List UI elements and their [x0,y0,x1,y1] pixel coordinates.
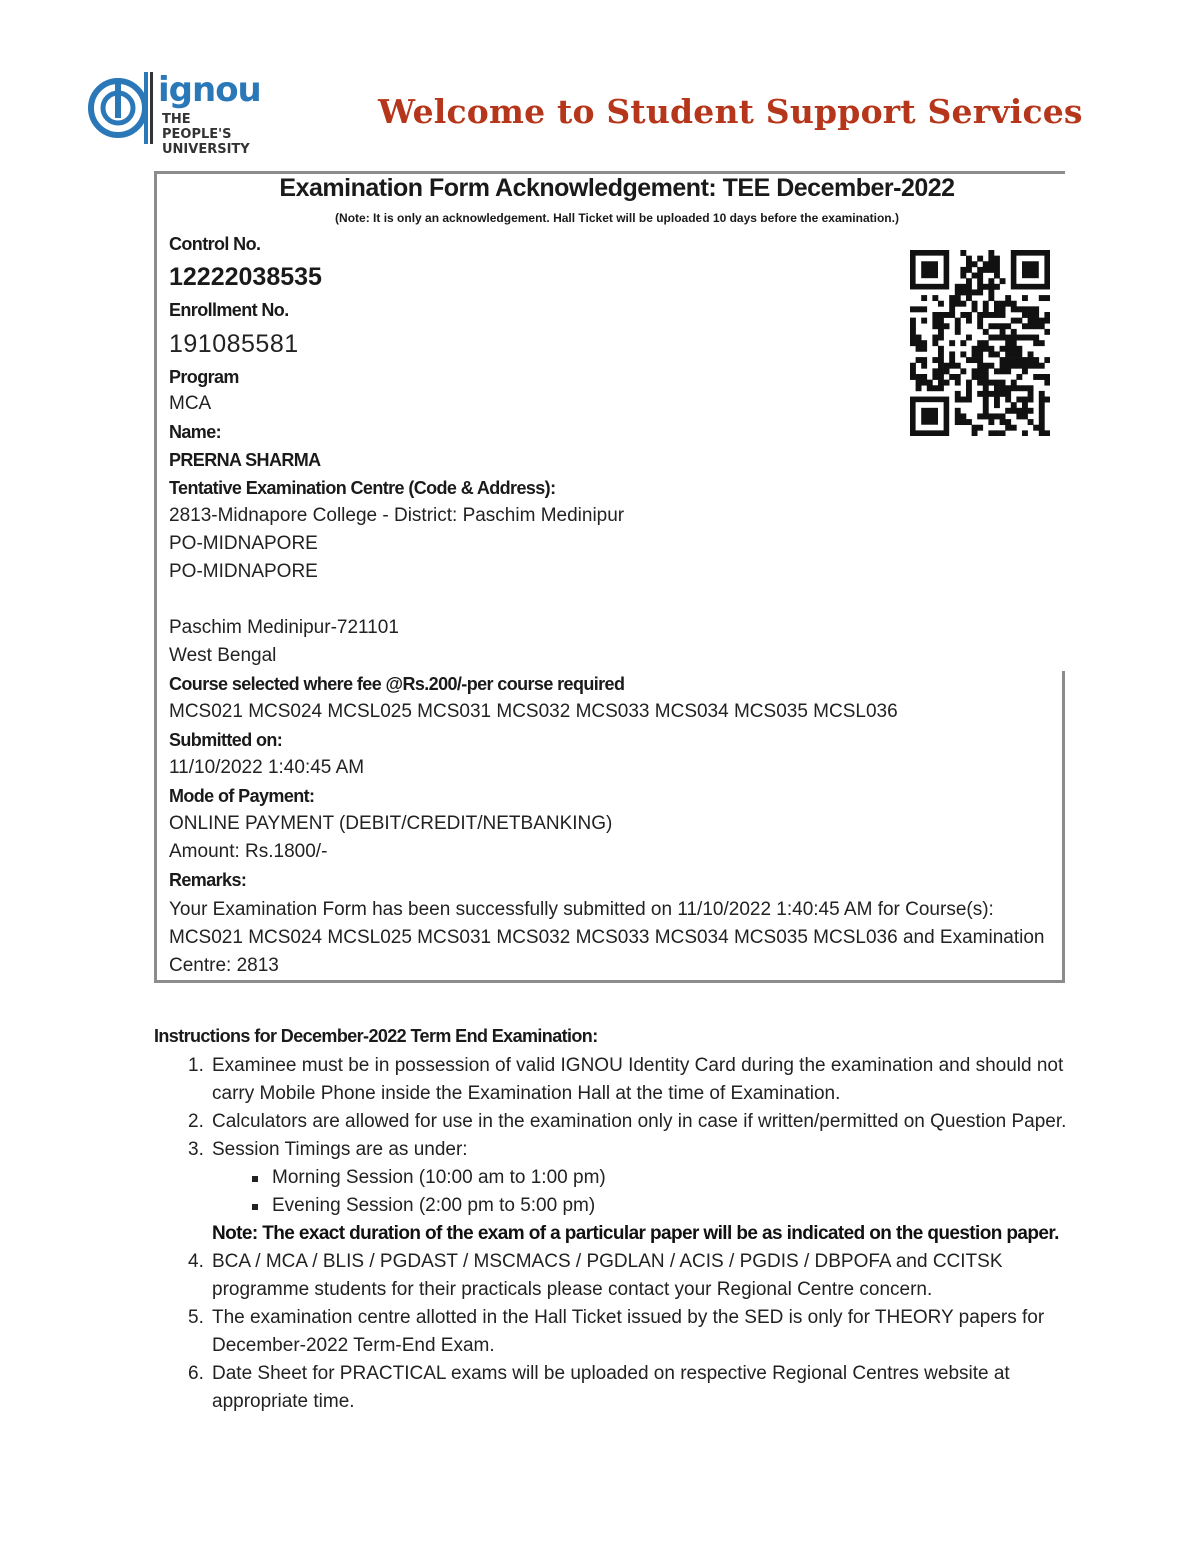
enrollment-no-value: 191085581 [169,330,299,358]
logo-tagline-line1: THE PEOPLE'S [162,112,232,142]
welcome-heading: Welcome to Student Support Services [378,92,1083,131]
list-item-text: The examination centre allotted in the Hall Ticket issued by the SED is only for THEORY papers for December-2022 Term-End Exam. [212,1307,1045,1356]
logo-tagline [162,112,263,157]
list-item [154,1304,1074,1360]
program-value: MCA [169,393,212,414]
duration-note: Note: The exact duration of the exam of a particular paper will be as indicated on the question paper. [212,1223,1059,1244]
remarks-label: Remarks: [169,870,247,890]
instructions-list [154,1052,1074,1416]
acknowledgement-note: (Note: It is only an acknowledgement. Hall Ticket will be uploaded 10 days before the examination.) [335,211,899,225]
name-value: PRERNA SHARMA [169,450,321,470]
amount-value: Amount: Rs.1800/- [169,841,328,862]
list-item-number: 3. [188,1139,204,1160]
list-item-number: 4. [188,1251,204,1272]
list-item-text: BCA / MCA / BLIS / PGDAST / MSCMACS / PGDLAN / ACIS / PGDIS / DBPOFA and CCITSK programme students for their practicals please contact your Regional Centre concern. [212,1251,1003,1300]
qr-code-icon [910,250,1050,436]
list-item-text: Session Timings are as under: [212,1139,468,1160]
list-item-text: Examinee must be in possession of valid IGNOU Identity Card during the examination and should not carry Mobile Phone inside the Examination Hall at the time of Examination. [212,1055,1064,1104]
control-no-value: 12222038535 [169,263,322,291]
exam-centre-line: PO-MIDNAPORE [169,561,318,582]
acknowledgement-title: Examination Form Acknowledgement: TEE December-2022 [279,174,955,202]
list-item [154,1136,1074,1248]
payment-mode-value: ONLINE PAYMENT (DEBIT/CREDIT/NETBANKING) [169,813,613,834]
submitted-on-value: 11/10/2022 1:40:45 AM [169,757,365,778]
program-label: Program [169,367,239,387]
list-item [154,1108,1074,1136]
courses-label: Course selected where fee @Rs.200/-per course required [169,674,625,694]
list-item-text: Date Sheet for PRACTICAL exams will be uploaded on respective Regional Centres website at appropriate time. [212,1363,1010,1412]
list-item-number: 1. [188,1055,204,1076]
control-no-label: Control No. [169,234,261,254]
submitted-on-label: Submitted on: [169,730,283,750]
remarks-value: Your Examination Form has been successfully submitted on 11/10/2022 1:40:45 AM for Course(s): MCS021 MCS024 MCSL025 MCS031 MCS032 MCS033 MCS034 MCS035 MCSL036 and Examination Centre: 2813 [169,899,1045,976]
list-item-text: Calculators are allowed for use in the examination only in case if written/permitted on Question Paper. [212,1111,1067,1132]
exam-centre-line: PO-MIDNAPORE [169,533,318,554]
list-item-number: 2. [188,1111,204,1132]
session-timing-item [212,1192,1074,1220]
enrollment-no-label: Enrollment No. [169,300,289,320]
payment-mode-label: Mode of Payment: [169,786,315,806]
bullet-icon [252,1176,258,1182]
exam-centre-line: 2813-Midnapore College - District: Paschim Medinipur [169,505,625,526]
exam-centre-line: Paschim Medinipur-721101 [169,617,399,638]
logo-wordmark: ignou [158,70,261,110]
session-timings-list [212,1164,1074,1220]
exam-centre-line: West Bengal [169,645,277,666]
ignou-emblem-icon [88,68,154,146]
ignou-logo [88,68,263,157]
list-item [154,1052,1074,1108]
courses-value: MCS021 MCS024 MCSL025 MCS031 MCS032 MCS033 MCS034 MCS035 MCSL036 [169,701,898,722]
list-item-number: 6. [188,1363,204,1384]
bullet-icon [252,1204,258,1210]
list-item [154,1248,1074,1304]
exam-centre-label: Tentative Examination Centre (Code & Address): [169,478,556,498]
acknowledgement-box-right-border [1062,671,1065,980]
logo-tagline-line2: UNIVERSITY [162,142,250,157]
instructions-title: Instructions for December-2022 Term End Examination: [154,1026,598,1046]
list-item [154,1360,1074,1416]
session-timing-item [212,1164,1074,1192]
name-label: Name: [169,422,222,442]
session-timing-text: Evening Session (2:00 pm to 5:00 pm) [272,1195,596,1216]
session-timing-text: Morning Session (10:00 am to 1:00 pm) [272,1167,606,1188]
list-item-number: 5. [188,1307,204,1328]
